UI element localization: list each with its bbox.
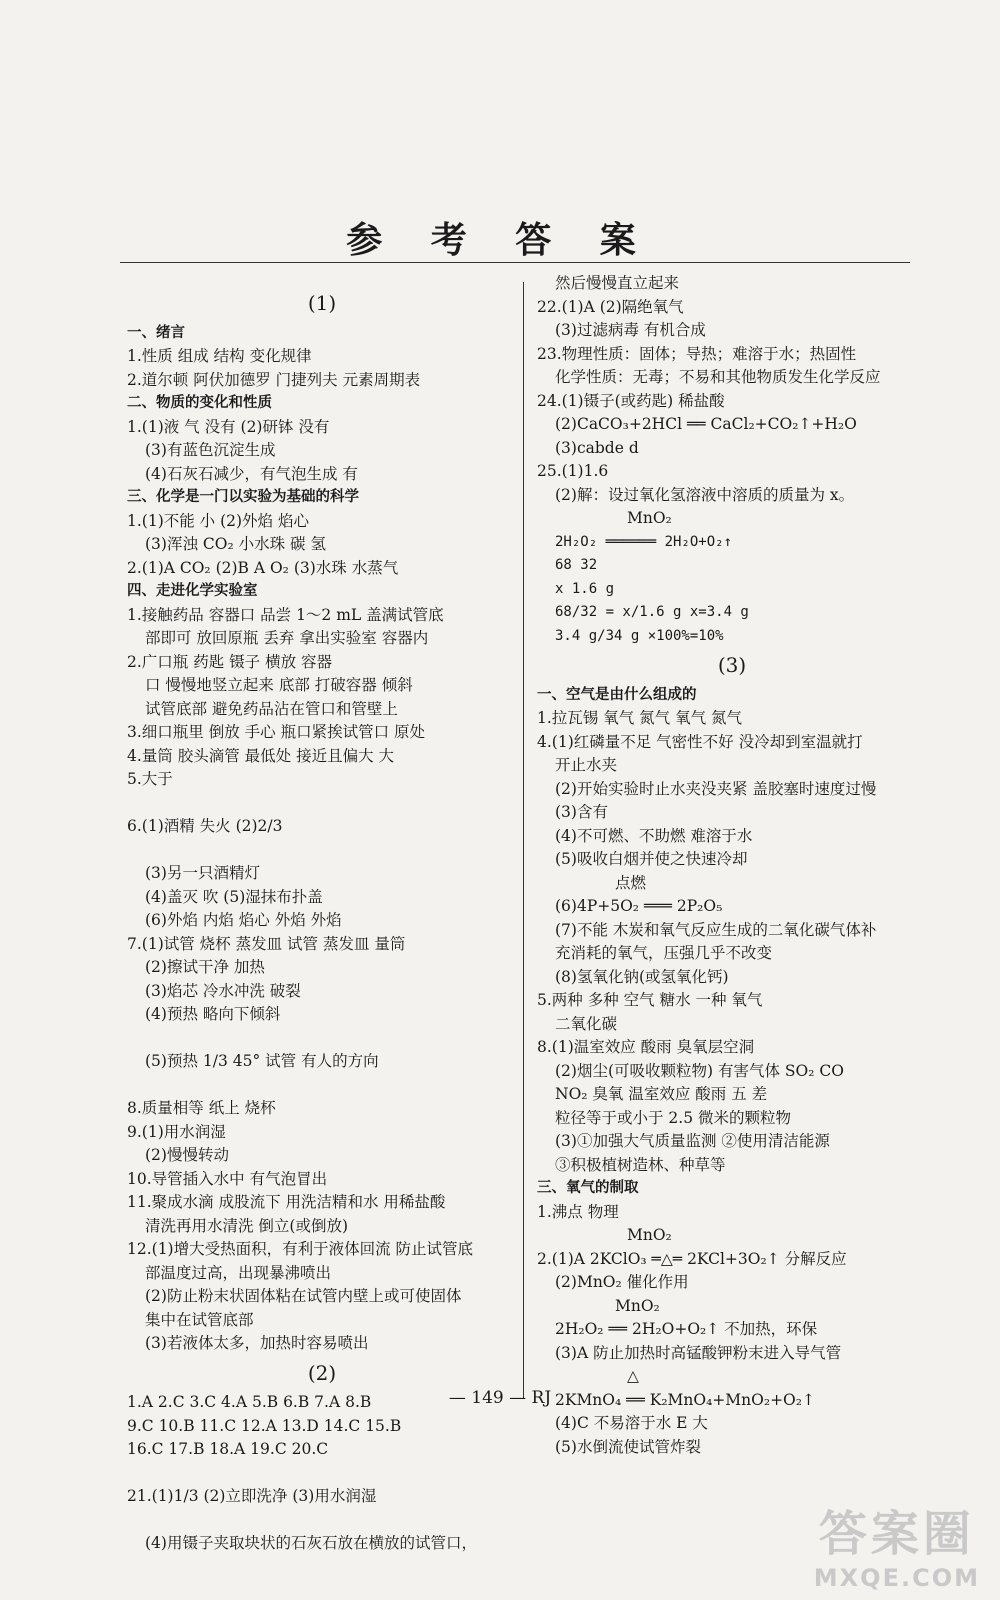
answer-line: (3)另一只酒精灯 — [145, 864, 260, 882]
answer-line: △ — [627, 1367, 639, 1385]
answer-line: 2.广口瓶 药匙 镊子 横放 容器 — [127, 652, 332, 671]
answer-line: (3)有蓝色沉淀生成 — [145, 441, 276, 459]
answer-line: MnO₂ — [627, 509, 672, 527]
watermark-line2: MXQE.COM — [813, 1564, 980, 1592]
answer-line: 3.细口瓶里 倒放 手心 瓶口紧挨试管口 原处 — [127, 723, 425, 741]
column-divider — [523, 282, 524, 1399]
answer-line: (3)焰芯 冷水冲洗 破裂 — [145, 981, 301, 1000]
answer-line: 9.C 10.B 11.C 12.A 13.D 14.C 15.B — [127, 1416, 402, 1435]
answer-line: 1.沸点 物理 — [537, 1202, 619, 1221]
answer-line: 粒径等于或小于 2.5 微米的颗粒物 — [555, 1108, 792, 1127]
answer-line: 6.(1)酒精 失火 (2)2/3 — [127, 817, 283, 835]
answer-line: 7.(1)试管 烧杯 蒸发皿 试管 蒸发皿 量筒 — [127, 934, 406, 953]
answer-line: 5.大于 — [127, 770, 173, 788]
answer-line — [127, 792, 517, 816]
answer-line: 1.接触药品 容器口 品尝 1～2 mL 盖满试管底 — [127, 605, 444, 624]
answer-line: (2)开始实验时止水夹没夹紧 盖胶塞时速度过慢 — [555, 779, 877, 798]
answer-line: 10.导管插入水中 有气泡冒出 — [127, 1169, 328, 1188]
answer-line: (5)水倒流使试管炸裂 — [555, 1437, 701, 1456]
answer-line: 1.性质 组成 结构 变化规律 — [127, 347, 312, 365]
answer-line: 25.(1)1.6 — [537, 462, 609, 480]
answer-line: 68/32 = x/1.6 g x=3.4 g — [555, 604, 749, 620]
section-heading: 一、绪言 — [127, 324, 185, 341]
answer-line — [127, 1509, 517, 1533]
title-divider — [120, 262, 910, 263]
answer-line: (5)吸收白烟并使之快速冷却 — [555, 850, 748, 868]
answer-line: (4)不可燃、不助燃 难溶于水 — [555, 826, 753, 845]
answer-line: (4)预热 略向下倾斜 — [145, 1005, 281, 1023]
watermark-logo — [814, 1495, 980, 1592]
answer-line: 2.道尔顿 阿伏加德罗 门捷列夫 元素周期表 — [127, 370, 421, 389]
answer-line: 8.(1)温室效应 酸雨 臭氧层空洞 — [537, 1038, 755, 1056]
part-number: (3) — [717, 653, 747, 677]
answer-line: 化学性质：无毒；不易和其他物质发生化学反应 — [555, 368, 881, 386]
answer-line: (2)擦试干净 加热 — [145, 958, 265, 976]
answer-line — [127, 839, 517, 863]
page-title: 参 考 答 案 — [346, 219, 654, 261]
answer-line: x 1.6 g — [555, 580, 615, 597]
answer-line: 9.(1)用水润湿 — [127, 1122, 226, 1141]
answer-line: 口 慢慢地竖立起来 底部 打破容器 倾斜 — [145, 676, 413, 694]
answer-line: 然后慢慢直立起来 — [555, 274, 680, 292]
answer-line: (2)MnO₂ 催化作用 — [555, 1273, 689, 1291]
answer-line: (3)A 防止加热时高锰酸钾粉末进入导气管 — [555, 1343, 842, 1362]
answer-line: 开止水夹 — [555, 756, 618, 774]
answer-line: (2)防止粉末状固体粘在试管内壁上或可使固体 — [145, 1287, 462, 1305]
answer-line: NO₂ 臭氧 温室效应 酸雨 五 差 — [555, 1085, 768, 1103]
answer-line: 5.两种 多种 空气 糖水 一种 氧气 — [537, 991, 763, 1009]
answer-line: 清洗再用水清洗 倒立(或倒放) — [145, 1216, 349, 1235]
answer-line: (2)CaCO₃+2HCl ══ CaCl₂+CO₂↑+H₂O — [555, 415, 857, 433]
answer-line: (4)石灰石减少，有气泡生成 有 — [145, 464, 358, 483]
answer-line: 3.4 g/34 g ×100%=10% — [555, 627, 724, 644]
part-number: (1) — [307, 291, 337, 315]
answer-line: 2H₂O₂ ══════ 2H₂O+O₂↑ — [555, 533, 733, 550]
answer-line — [127, 1027, 517, 1051]
part-number: (2) — [307, 1360, 337, 1385]
answer-line: (2)烟尘(可吸收颗粒物) 有害气体 SO₂ CO — [555, 1061, 844, 1080]
answer-line: 试管底部 避免药品沾在管口和管壁上 — [145, 699, 398, 718]
answer-line: 68 32 — [555, 557, 598, 573]
answer-line: MnO₂ — [627, 1226, 672, 1244]
answer-line: 12.(1)增大受热面积，有利于液体回流 防止试管底 — [127, 1240, 474, 1258]
answer-line: (2)解：设过氧化氢溶液中溶质的质量为 x。 — [555, 485, 855, 504]
section-heading: 三、氧气的制取 — [537, 1180, 639, 1196]
answer-line: 24.(1)镊子(或药匙) 稀盐酸 — [537, 391, 725, 410]
answer-line — [127, 1074, 517, 1098]
answer-line — [127, 1462, 517, 1486]
answer-line: 1.(1)液 气 没有 (2)研钵 没有 — [127, 417, 330, 436]
answer-line: (3)浑浊 CO₂ 小水珠 碳 氢 — [145, 535, 326, 553]
answer-line: (3)①加强大气质量监测 ②使用清洁能源 — [555, 1132, 830, 1150]
answer-line: 1.拉瓦锡 氧气 氮气 氧气 氮气 — [537, 709, 742, 727]
page-number: — 149 — RJ — [448, 1388, 552, 1408]
answer-line: 8.质量相等 纸上 烧杯 — [127, 1099, 276, 1117]
section-heading: 二、物质的变化和性质 — [127, 395, 272, 411]
answer-line: 2.(1)A CO₂ (2)B A O₂ (3)水珠 水蒸气 — [127, 558, 399, 577]
right-column — [537, 272, 927, 1459]
answer-line: 集中在试管底部 — [145, 1310, 254, 1329]
answer-line: (3)cabde d — [555, 438, 639, 457]
answer-line: 1.A 2.C 3.C 4.A 5.B 6.B 7.A 8.B — [127, 1393, 372, 1411]
answer-line: (7)不能 木炭和氧气反应生成的二氧化碳气体补 — [555, 920, 877, 939]
answer-line: 2H₂O₂ ══ 2H₂O+O₂↑ 不加热，环保 — [555, 1320, 818, 1338]
answer-line: 二氧化碳 — [555, 1014, 618, 1033]
section-heading: 一、空气是由什么组成的 — [537, 686, 697, 703]
answer-line: (5)预热 1/3 45° 试管 有人的方向 — [145, 1052, 379, 1070]
answer-line: 22.(1)A (2)隔绝氧气 — [537, 297, 684, 316]
answer-line: ③积极植树造林、种草等 — [555, 1155, 726, 1174]
answer-line: (3)过滤病毒 有机合成 — [555, 321, 706, 339]
answer-line: 4.量筒 胶头滴管 最低处 接近且偏大 大 — [127, 746, 394, 765]
answer-line: MnO₂ — [615, 1296, 660, 1315]
answer-line: (6)外焰 内焰 焰心 外焰 外焰 — [145, 911, 342, 929]
watermark-line1: 答案圈 — [818, 1506, 975, 1562]
left-column — [127, 286, 517, 1556]
answer-line: 部温度过高，出现暴沸喷出 — [145, 1263, 332, 1282]
answer-line: (6)4P+5O₂ ═══ 2P₂O₅ — [555, 897, 723, 915]
answer-line: 充消耗的氧气，压强几乎不改变 — [555, 944, 773, 962]
answer-line: (4)C 不易溶于水 E 大 — [555, 1414, 708, 1432]
answer-line: (4)盖灭 吹 (5)湿抹布扑盖 — [145, 887, 323, 906]
answer-line: 16.C 17.B 18.A 19.C 20.C — [127, 1440, 329, 1458]
answer-line: (3)若液体太多，加热时容易喷出 — [145, 1334, 369, 1352]
section-heading: 三、化学是一门以实验为基础的科学 — [127, 489, 359, 505]
answer-line: 2KMnO₄ ══ K₂MnO₄+MnO₂+O₂↑ — [555, 1390, 815, 1409]
answer-line: 23.物理性质：固体；导热；难溶于水；热固性 — [537, 344, 857, 363]
answer-line: (3)含有 — [555, 803, 608, 821]
answer-line: (4)用镊子夹取块状的石灰石放在横放的试管口， — [145, 1534, 477, 1552]
answer-line: 4.(1)红磷量不足 气密性不好 没冷却到室温就打 — [537, 732, 863, 751]
answer-line: 点燃 — [615, 873, 647, 892]
answer-line: 部即可 放回原瓶 丢弃 拿出实验室 容器内 — [145, 629, 429, 647]
answer-line: (8)氢氧化钠(或氢氧化钙) — [555, 967, 729, 986]
answer-line: 21.(1)1/3 (2)立即洗净 (3)用水润湿 — [127, 1487, 377, 1505]
section-heading: 四、走进化学实验室 — [127, 583, 258, 599]
answer-line: 1.(1)不能 小 (2)外焰 焰心 — [127, 511, 309, 530]
answer-line: (2)慢慢转动 — [145, 1146, 229, 1164]
answer-line: 2.(1)A 2KClO₃ ═△═ 2KCl+3O₂↑ 分解反应 — [537, 1249, 847, 1268]
answer-line: 11.聚成水滴 成股流下 用洗洁精和水 用稀盐酸 — [127, 1193, 446, 1211]
